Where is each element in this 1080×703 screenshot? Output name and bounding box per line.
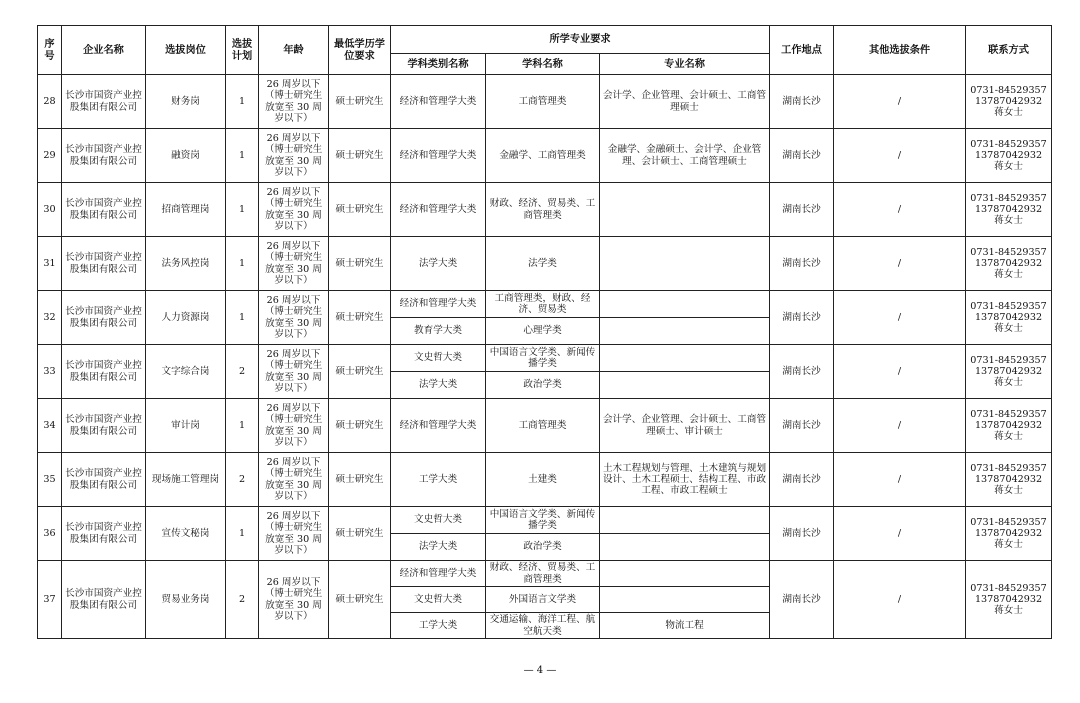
cell-discipline-category: 文史哲大类 bbox=[391, 345, 486, 372]
cell-contact bbox=[966, 183, 1052, 237]
header-other-conditions: 其他选拔条件 bbox=[834, 26, 966, 75]
cell-discipline: 财政、经济、贸易类、工商管理类 bbox=[486, 561, 600, 587]
contact-phone: 13787042932 bbox=[974, 203, 1043, 215]
contact-phone: 13787042932 bbox=[974, 257, 1043, 269]
cell-major bbox=[600, 561, 770, 587]
contact-person: 蒋女士 bbox=[994, 215, 1023, 227]
contact-phone: 13787042932 bbox=[974, 311, 1043, 323]
table-body bbox=[38, 75, 1052, 639]
cell-contact bbox=[966, 291, 1052, 345]
contact-phone: 13787042932 bbox=[974, 149, 1043, 161]
cell-other-conditions: / bbox=[834, 129, 966, 183]
contact-person: 蒋女士 bbox=[994, 485, 1023, 497]
contact-phone: 13787042932 bbox=[974, 473, 1043, 485]
cell-major bbox=[600, 534, 770, 561]
cell-discipline: 工商管理类 bbox=[486, 75, 600, 129]
cell-discipline-category: 经济和管理学大类 bbox=[391, 399, 486, 453]
header-seq: 序号 bbox=[38, 26, 62, 75]
cell-age: 26 周岁以下（博士研究生放宽至 30 周岁以下） bbox=[259, 507, 329, 561]
table-row bbox=[38, 75, 1052, 129]
cell-contact bbox=[966, 507, 1052, 561]
table-row bbox=[38, 345, 1052, 372]
cell-contact bbox=[966, 399, 1052, 453]
contact-phone: 0731-84529357 bbox=[970, 354, 1047, 366]
contact-person: 蒋女士 bbox=[994, 323, 1023, 335]
cell-location: 湖南长沙 bbox=[770, 399, 834, 453]
header-location: 工作地点 bbox=[770, 26, 834, 75]
cell-location: 湖南长沙 bbox=[770, 183, 834, 237]
cell-major bbox=[600, 507, 770, 534]
cell-major: 金融学、金融硕士、会计学、企业管理、会计硕士、工商管理硕士 bbox=[600, 129, 770, 183]
header-age: 年龄 bbox=[259, 26, 329, 75]
cell-position: 人力资源岗 bbox=[146, 291, 226, 345]
cell-discipline: 中国语言文学类、新闻传播学类 bbox=[486, 507, 600, 534]
cell-discipline-category: 文史哲大类 bbox=[391, 507, 486, 534]
cell-age: 26 周岁以下（博士研究生放宽至 30 周岁以下） bbox=[259, 237, 329, 291]
cell-location: 湖南长沙 bbox=[770, 507, 834, 561]
cell-position: 招商管理岗 bbox=[146, 183, 226, 237]
cell-plan: 1 bbox=[226, 237, 259, 291]
contact-person: 蒋女士 bbox=[994, 107, 1023, 119]
cell-company: 长沙市国资产业控股集团有限公司 bbox=[62, 507, 146, 561]
cell-position: 现场施工管理岗 bbox=[146, 453, 226, 507]
cell-location: 湖南长沙 bbox=[770, 291, 834, 345]
cell-other-conditions: / bbox=[834, 237, 966, 291]
cell-location: 湖南长沙 bbox=[770, 75, 834, 129]
header-discipline-category: 学科类别名称 bbox=[391, 54, 486, 75]
cell-plan: 2 bbox=[226, 561, 259, 639]
cell-seq: 34 bbox=[38, 399, 62, 453]
cell-discipline-category: 经济和管理学大类 bbox=[391, 183, 486, 237]
cell-contact bbox=[966, 345, 1052, 399]
cell-education: 硕士研究生 bbox=[329, 345, 391, 399]
cell-position: 审计岗 bbox=[146, 399, 226, 453]
cell-discipline: 心理学类 bbox=[486, 318, 600, 345]
cell-company: 长沙市国资产业控股集团有限公司 bbox=[62, 237, 146, 291]
contact-person: 蒋女士 bbox=[994, 539, 1023, 551]
cell-other-conditions: / bbox=[834, 345, 966, 399]
cell-education: 硕士研究生 bbox=[329, 399, 391, 453]
table-row bbox=[38, 453, 1052, 507]
contact-person: 蒋女士 bbox=[994, 269, 1023, 281]
contact-phone: 0731-84529357 bbox=[970, 582, 1047, 594]
cell-discipline-category: 经济和管理学大类 bbox=[391, 75, 486, 129]
cell-other-conditions: / bbox=[834, 291, 966, 345]
cell-location: 湖南长沙 bbox=[770, 345, 834, 399]
cell-age: 26 周岁以下（博士研究生放宽至 30 周岁以下） bbox=[259, 561, 329, 639]
cell-position: 财务岗 bbox=[146, 75, 226, 129]
cell-discipline-category: 法学大类 bbox=[391, 237, 486, 291]
cell-discipline-category: 教育学大类 bbox=[391, 318, 486, 345]
cell-major: 会计学、企业管理、会计硕士、工商管理硕士、审计硕士 bbox=[600, 399, 770, 453]
cell-discipline: 土建类 bbox=[486, 453, 600, 507]
table-row bbox=[38, 507, 1052, 534]
header-discipline: 学科名称 bbox=[486, 54, 600, 75]
contact-phone: 0731-84529357 bbox=[970, 246, 1047, 258]
cell-contact bbox=[966, 453, 1052, 507]
header-major-requirement: 所学专业要求 bbox=[391, 26, 770, 54]
cell-education: 硕士研究生 bbox=[329, 183, 391, 237]
cell-plan: 2 bbox=[226, 453, 259, 507]
table-row bbox=[38, 399, 1052, 453]
contact-phone: 0731-84529357 bbox=[970, 462, 1047, 474]
cell-company: 长沙市国资产业控股集团有限公司 bbox=[62, 453, 146, 507]
cell-discipline-category: 经济和管理学大类 bbox=[391, 291, 486, 318]
cell-discipline: 法学类 bbox=[486, 237, 600, 291]
contact-phone: 13787042932 bbox=[974, 419, 1043, 431]
cell-plan: 1 bbox=[226, 399, 259, 453]
header-company: 企业名称 bbox=[62, 26, 146, 75]
cell-location: 湖南长沙 bbox=[770, 129, 834, 183]
contact-person: 蒋女士 bbox=[994, 605, 1023, 617]
cell-seq: 35 bbox=[38, 453, 62, 507]
cell-discipline-category: 工学大类 bbox=[391, 613, 486, 639]
header-plan: 选拔计划 bbox=[226, 26, 259, 75]
cell-company: 长沙市国资产业控股集团有限公司 bbox=[62, 345, 146, 399]
cell-age: 26 周岁以下（博士研究生放宽至 30 周岁以下） bbox=[259, 129, 329, 183]
cell-position: 宣传文秘岗 bbox=[146, 507, 226, 561]
cell-other-conditions: / bbox=[834, 183, 966, 237]
header-major: 专业名称 bbox=[600, 54, 770, 75]
cell-contact bbox=[966, 561, 1052, 639]
cell-discipline-category: 经济和管理学大类 bbox=[391, 129, 486, 183]
cell-discipline-category: 法学大类 bbox=[391, 534, 486, 561]
contact-phone: 0731-84529357 bbox=[970, 408, 1047, 420]
cell-discipline-category: 文史哲大类 bbox=[391, 587, 486, 613]
cell-plan: 1 bbox=[226, 129, 259, 183]
contact-phone: 13787042932 bbox=[974, 593, 1043, 605]
cell-plan: 1 bbox=[226, 507, 259, 561]
cell-major bbox=[600, 345, 770, 372]
cell-contact bbox=[966, 129, 1052, 183]
cell-discipline: 政治学类 bbox=[486, 372, 600, 399]
cell-education: 硕士研究生 bbox=[329, 507, 391, 561]
table-row bbox=[38, 183, 1052, 237]
cell-plan: 1 bbox=[226, 75, 259, 129]
recruitment-table bbox=[37, 25, 1052, 639]
cell-company: 长沙市国资产业控股集团有限公司 bbox=[62, 183, 146, 237]
cell-company: 长沙市国资产业控股集团有限公司 bbox=[62, 399, 146, 453]
cell-location: 湖南长沙 bbox=[770, 453, 834, 507]
header-position: 选拔岗位 bbox=[146, 26, 226, 75]
cell-discipline-category: 法学大类 bbox=[391, 372, 486, 399]
cell-major bbox=[600, 587, 770, 613]
cell-major: 土木工程规划与管理、土木建筑与规划设计、土木工程硕士、结构工程、市政工程、市政工程硕士 bbox=[600, 453, 770, 507]
contact-phone: 0731-84529357 bbox=[970, 300, 1047, 312]
cell-seq: 32 bbox=[38, 291, 62, 345]
cell-location: 湖南长沙 bbox=[770, 561, 834, 639]
cell-discipline: 工商管理类 bbox=[486, 399, 600, 453]
cell-major bbox=[600, 183, 770, 237]
cell-other-conditions: / bbox=[834, 561, 966, 639]
cell-discipline: 政治学类 bbox=[486, 534, 600, 561]
cell-other-conditions: / bbox=[834, 75, 966, 129]
cell-position: 法务风控岗 bbox=[146, 237, 226, 291]
contact-phone: 0731-84529357 bbox=[970, 192, 1047, 204]
cell-age: 26 周岁以下（博士研究生放宽至 30 周岁以下） bbox=[259, 453, 329, 507]
cell-discipline: 中国语言文学类、新闻传播学类 bbox=[486, 345, 600, 372]
cell-major bbox=[600, 237, 770, 291]
cell-education: 硕士研究生 bbox=[329, 291, 391, 345]
contact-phone: 13787042932 bbox=[974, 95, 1043, 107]
cell-seq: 31 bbox=[38, 237, 62, 291]
cell-contact bbox=[966, 75, 1052, 129]
cell-education: 硕士研究生 bbox=[329, 75, 391, 129]
cell-seq: 28 bbox=[38, 75, 62, 129]
table-row bbox=[38, 129, 1052, 183]
cell-company: 长沙市国资产业控股集团有限公司 bbox=[62, 291, 146, 345]
contact-phone: 13787042932 bbox=[974, 365, 1043, 377]
cell-age: 26 周岁以下（博士研究生放宽至 30 周岁以下） bbox=[259, 183, 329, 237]
cell-discipline-category: 工学大类 bbox=[391, 453, 486, 507]
cell-position: 贸易业务岗 bbox=[146, 561, 226, 639]
cell-discipline: 工商管理类，财政、经济、贸易类 bbox=[486, 291, 600, 318]
contact-phone: 0731-84529357 bbox=[970, 138, 1047, 150]
cell-plan: 2 bbox=[226, 345, 259, 399]
cell-discipline: 外国语言文学类 bbox=[486, 587, 600, 613]
contact-phone: 0731-84529357 bbox=[970, 516, 1047, 528]
header-contact: 联系方式 bbox=[966, 26, 1052, 75]
contact-person: 蒋女士 bbox=[994, 161, 1023, 173]
contact-person: 蒋女士 bbox=[994, 431, 1023, 443]
cell-plan: 1 bbox=[226, 183, 259, 237]
contact-phone: 13787042932 bbox=[974, 527, 1043, 539]
table-row bbox=[38, 291, 1052, 318]
cell-location: 湖南长沙 bbox=[770, 237, 834, 291]
cell-position: 融资岗 bbox=[146, 129, 226, 183]
cell-major: 物流工程 bbox=[600, 613, 770, 639]
cell-company: 长沙市国资产业控股集团有限公司 bbox=[62, 129, 146, 183]
cell-other-conditions: / bbox=[834, 507, 966, 561]
cell-major bbox=[600, 372, 770, 399]
cell-education: 硕士研究生 bbox=[329, 453, 391, 507]
table-row bbox=[38, 237, 1052, 291]
table-row bbox=[38, 561, 1052, 587]
cell-age: 26 周岁以下（博士研究生放宽至 30 周岁以下） bbox=[259, 399, 329, 453]
cell-major: 会计学、企业管理、会计硕士、工商管理硕士 bbox=[600, 75, 770, 129]
cell-seq: 30 bbox=[38, 183, 62, 237]
cell-company: 长沙市国资产业控股集团有限公司 bbox=[62, 561, 146, 639]
cell-discipline-category: 经济和管理学大类 bbox=[391, 561, 486, 587]
table-header bbox=[38, 26, 1052, 75]
cell-discipline: 财政、经济、贸易类、工商管理类 bbox=[486, 183, 600, 237]
cell-seq: 36 bbox=[38, 507, 62, 561]
cell-other-conditions: / bbox=[834, 453, 966, 507]
cell-seq: 37 bbox=[38, 561, 62, 639]
cell-discipline: 金融学、工商管理类 bbox=[486, 129, 600, 183]
cell-seq: 29 bbox=[38, 129, 62, 183]
contact-person: 蒋女士 bbox=[994, 377, 1023, 389]
cell-major bbox=[600, 318, 770, 345]
cell-contact bbox=[966, 237, 1052, 291]
page-number: — 4 — bbox=[523, 665, 557, 676]
cell-education: 硕士研究生 bbox=[329, 237, 391, 291]
cell-age: 26 周岁以下（博士研究生放宽至 30 周岁以下） bbox=[259, 75, 329, 129]
cell-age: 26 周岁以下（博士研究生放宽至 30 周岁以下） bbox=[259, 345, 329, 399]
cell-education: 硕士研究生 bbox=[329, 129, 391, 183]
cell-education: 硕士研究生 bbox=[329, 561, 391, 639]
cell-company: 长沙市国资产业控股集团有限公司 bbox=[62, 75, 146, 129]
cell-age: 26 周岁以下（博士研究生放宽至 30 周岁以下） bbox=[259, 291, 329, 345]
cell-discipline: 交通运输、海洋工程、航空航天类 bbox=[486, 613, 600, 639]
cell-other-conditions: / bbox=[834, 399, 966, 453]
header-education: 最低学历学位要求 bbox=[329, 26, 391, 75]
contact-phone: 0731-84529357 bbox=[970, 84, 1047, 96]
cell-seq: 33 bbox=[38, 345, 62, 399]
cell-major bbox=[600, 291, 770, 318]
cell-position: 文字综合岗 bbox=[146, 345, 226, 399]
cell-plan: 1 bbox=[226, 291, 259, 345]
